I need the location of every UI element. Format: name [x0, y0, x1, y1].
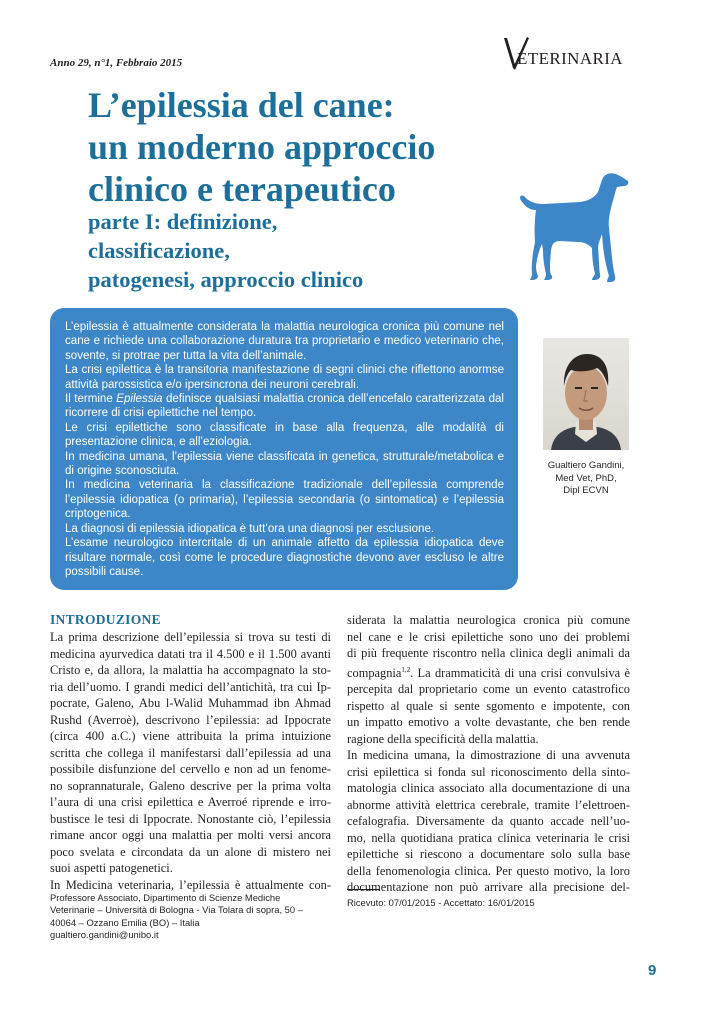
abstract-paragraph: [65, 392, 504, 421]
abstract-line: Le crisi epilettiche sono classificate in base alla frequenza, alle modalità di: [65, 421, 504, 434]
abstract-line: L’esame neurologico intercritale di un animale affetto da epilessia idiopatica deve: [65, 537, 504, 550]
body-line: percepita dal proprietario come un evento catastrofico: [347, 682, 630, 696]
body-line: medicina ayurvedica datati tra il 4.500 e il 1.500 avanti: [50, 646, 331, 661]
title-line: clinico e terapeutico: [88, 169, 396, 209]
abstract-line: altre possibili cause.: [65, 551, 504, 578]
body-line: abnorme attività elettrica cerebrale, tramite l’elettroen-: [347, 797, 630, 812]
author-affiliation: [50, 892, 330, 941]
body-line: scritta che collega il manifestarsi dall’epilessia ad una: [50, 745, 331, 760]
author-email[interactable]: gualtiero.gandini@unibo.it: [50, 928, 159, 940]
abstract-line: nel cane e richiede una collaborazione duratura tra proprietario e medico: [65, 321, 504, 348]
footnote-divider: [347, 889, 380, 890]
abstract-line: In medicina umana, l’epilessia viene classificata in genetica, strutturale/metabolica: [65, 450, 494, 463]
body-line: un impatto emotivo a volte devastante, che ben rende: [347, 715, 630, 729]
dog-silhouette-icon: [518, 168, 630, 286]
author-degree: Med Vet, PhD,: [555, 472, 617, 484]
abstract-line: anormse attività parossistica e/o ipersincrona dei neuroni cerebrali.: [65, 364, 504, 391]
body-line: di più frequente riscontro nella clinica degli animali da: [347, 646, 630, 660]
body-line: siderata la malattia neurologica cronica più comune: [347, 613, 630, 627]
text-column-right: [347, 612, 630, 896]
abstract-line: dal ricorrere di crisi epilettiche nel tempo.: [65, 393, 504, 420]
author-diploma: Dipl ECVN: [563, 485, 609, 496]
abstract-line: veterinario che, sovente, si protrae per tutta la vita dell’animale.: [65, 335, 504, 362]
body-line: ragione della specificità della malattia.: [347, 731, 539, 746]
affiliation-line: Professore Associato, Dipartimento di Scienze Mediche: [50, 892, 281, 903]
body-line: In Medicina veterinaria, l’epilessia è attualmente con-: [50, 877, 331, 892]
subtitle-line: parte I: definizione,: [88, 209, 278, 234]
body-line: rispetto al quale si sente sgomento e impotente, con: [347, 698, 630, 713]
body-line: l’aura di una crisi epilettica e Averroé riprende e irro-: [50, 795, 331, 809]
abstract-line: Il termine Epilessia definisce qualsiasi malattia cronica dell’encefalo caratterizzata: [65, 393, 486, 406]
issue-info: Anno 29, n°1, Febbraio 2015: [50, 57, 183, 69]
body-line: compagnia$^{1,2}$. La drammaticità di una crisi convulsiva è: [347, 665, 630, 680]
title-line: un moderno approccio: [88, 127, 436, 167]
subtitle-line: patogenesi, approccio clinico: [88, 267, 364, 292]
abstract-paragraph: [65, 320, 504, 363]
body-line: rimane ancor oggi una malattia per molti versi ancora: [50, 828, 331, 842]
text-column-left: [50, 612, 331, 893]
author-photo: [543, 338, 629, 450]
body-line: possibile disfunzione del cervello e non ad un fenome-: [50, 762, 331, 776]
abstract-paragraph: [65, 450, 504, 479]
body-line: ria dell’uomo. I grandi medici dell’antichità, tra cui Ip-: [50, 679, 331, 694]
body-line: documentazione non può arrivare alla precisione del-: [347, 880, 630, 894]
abstract-line: risultare normale, così come le procedure diagnostiche devono aver escluso le: [65, 551, 478, 564]
body-line: In medicina umana, la dimostrazione di una avvenuta: [347, 748, 630, 762]
epilessia-term: Epilessia: [116, 393, 163, 406]
page-number: 9: [648, 962, 657, 979]
body-line: mo, nella quotidiana pratica clinica veterinaria le crisi: [347, 830, 630, 845]
body-line: poco svelata e circondata da un alone di mistero nei: [50, 844, 331, 859]
abstract-paragraph: [65, 478, 504, 521]
abstract-line: La crisi epilettica è la transitoria manifestazione di segni clinici che riflettono: [65, 364, 456, 377]
body-line: La prima descrizione dell’epilessia si trova su testi di: [50, 630, 331, 644]
affiliation-line: 40064 – Ozzano Emilia (BO) – Italia: [50, 916, 200, 928]
abstract-paragraph: [65, 536, 504, 579]
author-caption: [532, 460, 640, 498]
abstract-line: In medicina veterinaria la classificazione tradizionale dell’epilessia comprende: [65, 479, 504, 492]
journal-logo: [503, 35, 633, 75]
title-line: L’epilessia del cane:: [88, 85, 395, 125]
body-line: Rushd (Averroè), descrivono l’epilessia: ad Ippocrate: [50, 712, 331, 727]
body-line: della fenomenologia clinica. Per questo motivo, la loro: [347, 863, 630, 878]
body-line: nel cane e le crisi epilettiche sono uno dei problemi: [347, 629, 630, 644]
abstract-line: l’epilessia idiopatica (o primaria), l’epilessia secondaria (o sintomatica) e l’epilessia: [65, 493, 504, 506]
received-dates: Ricevuto: 07/01/2015 - Accettato: 16/01/2015: [347, 897, 535, 908]
section-heading: INTRODUZIONE: [50, 612, 161, 627]
body-line: (circa 400 a.C.) viene attribuita la prima intuizione: [50, 729, 331, 743]
affiliation-line: Veterinarie – Università di Bologna - Via Tolara di sopra, 50 –: [50, 904, 303, 916]
abstract-line: presentazione clinica, e all’eziologia.: [65, 436, 252, 449]
author-name: Gualtiero Gandini,: [547, 460, 625, 471]
abstract-line: e di origine sconosciuta.: [65, 450, 504, 478]
body-line: pocrate, Galeno, Abu l-Walid Muhammad ibn Ahmad: [50, 696, 331, 710]
logo-text: ETERINARIA: [517, 49, 623, 68]
abstract-line: criptogenica.: [65, 508, 131, 521]
body-line: no soprannaturale, Galeno descrive per la prima volta: [50, 778, 331, 793]
citation-superscript: 1,2: [401, 665, 411, 674]
abstract-paragraph: [65, 421, 504, 450]
body-line: bustisce le tesi di Ippocrate. Nonostante ciò, l’epilessia: [50, 811, 331, 826]
abstract-box: [50, 308, 518, 590]
abstract-line: L’epilessia è attualmente considerata la malattia neurologica cronica più comune: [65, 321, 485, 333]
subtitle-line: classificazione,: [88, 238, 230, 263]
abstract-line: La diagnosi di epilessia idiopatica è tutt’ora una diagnosi per esclusione.: [65, 522, 435, 535]
abstract-paragraph: [65, 363, 504, 392]
article-subtitle: [88, 207, 518, 294]
body-line: suoi aspetti patogenetici.: [50, 861, 173, 875]
abstract-paragraph: [65, 522, 504, 536]
body-line: matologia clinica associato alla documentazione di una: [347, 781, 630, 795]
body-line: crisi epilettica si fonda sul riconoscimento della sinto-: [347, 764, 630, 779]
article-title: [88, 84, 518, 210]
body-line: cefalografia. Diversamente da quanto accade nell’uo-: [347, 814, 630, 828]
body-line: epilettiche si riescono a documentare solo sulla base: [347, 847, 630, 861]
body-line: Cristo e, da allora, la malattia ha accompagnato la sto-: [50, 663, 331, 677]
